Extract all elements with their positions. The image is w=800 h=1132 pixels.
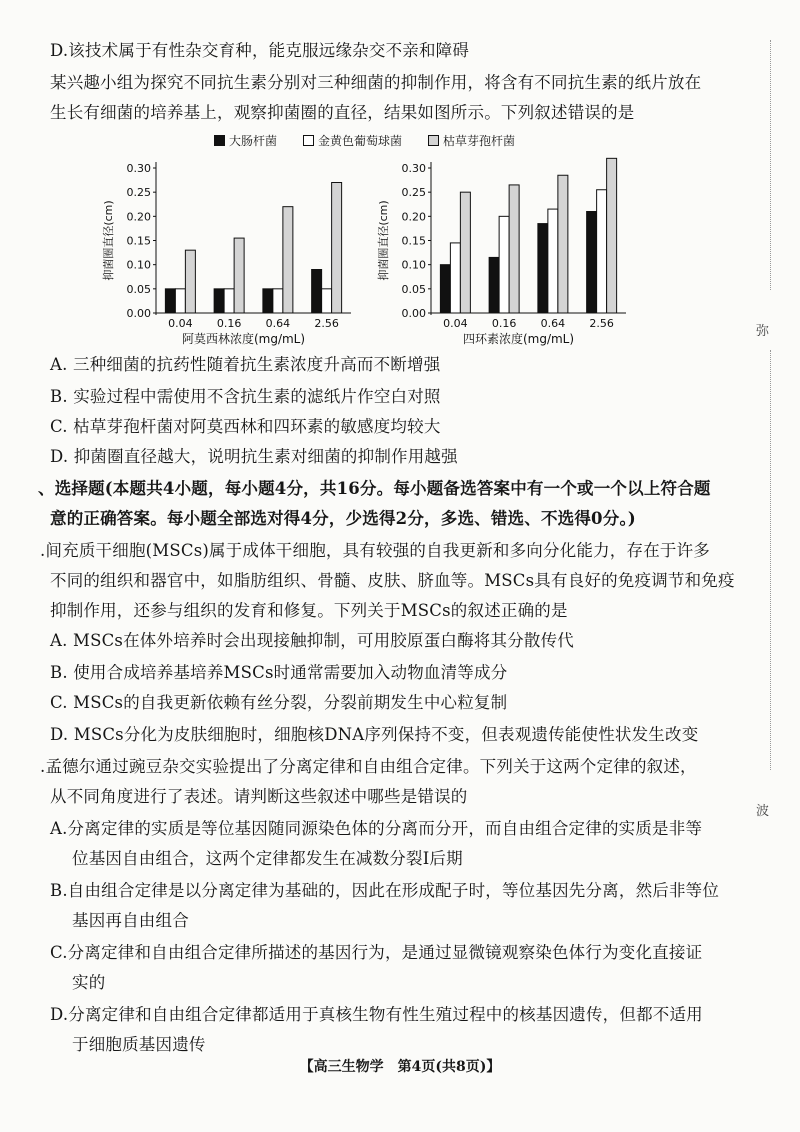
y-tick-label: 0.20 bbox=[401, 210, 426, 224]
y-tick-label: 0.25 bbox=[401, 186, 426, 200]
y-tick-label: 0.00 bbox=[126, 307, 151, 320]
bar-bsubtilis-1 bbox=[234, 238, 244, 313]
y-tick-label: 0.00 bbox=[401, 307, 426, 320]
margin-mark-2: 波 bbox=[756, 804, 770, 819]
x-tick-label: 2.56 bbox=[314, 317, 339, 330]
bar-ecoli-0 bbox=[440, 265, 450, 313]
bar-saureus-0 bbox=[450, 243, 460, 313]
q2-stem-line-2: 不同的组织和器官中，如脂肪组织、骨髓、皮肤、脐血等。MSCs具有良好的免疫调节和免疫 bbox=[50, 571, 735, 590]
bar-saureus-2 bbox=[273, 289, 283, 313]
q3-option-b-line-2: 基因再自由组合 bbox=[72, 911, 189, 930]
x-tick-label: 2.56 bbox=[589, 317, 614, 330]
binding-line-middle bbox=[770, 350, 771, 770]
question-stem-line-2: 生长有细菌的培养基上，观察抑菌圈的直径，结果如图所示。下列叙述错误的是 bbox=[50, 103, 635, 122]
bar-ecoli-1 bbox=[214, 289, 224, 313]
q2-stem-line-1: .间充质干细胞(MSCs)属于成体干细胞，具有较强的自我更新和多向分化能力，存在于许多 bbox=[40, 541, 711, 560]
y-tick-label: 0.05 bbox=[401, 282, 426, 296]
q2-option-a: A. MSCs在体外培养时会出现接触抑制，可用胶原蛋白酶将其分散传代 bbox=[50, 631, 574, 650]
binding-line-top bbox=[770, 40, 771, 290]
bar-saureus-3 bbox=[597, 190, 607, 313]
bar-ecoli-1 bbox=[489, 257, 499, 313]
q3-option-a-line-1: A.分离定律的实质是等位基因随同源染色体的分离而分开，而自由组合定律的实质是非等 bbox=[50, 819, 703, 838]
legend-swatch-bsubtilis bbox=[428, 135, 439, 146]
option-d-previous: D.该技术属于有性杂交育种，能克服远缘杂交不亲和障碍 bbox=[50, 41, 470, 60]
q1-option-b: B. 实验过程中需使用不含抗生素的滤纸片作空白对照 bbox=[50, 387, 441, 406]
q3-option-d-line-1: D.分离定律和自由组合定律都适用于真核生物有性生殖过程中的核基因遗传，但都不适用 bbox=[50, 1005, 703, 1024]
y-tick-label: 0.10 bbox=[401, 258, 426, 272]
q3-option-c-line-1: C.分离定律和自由组合定律所描述的基因行为，是通过显微镜观察染色体行为变化直接证 bbox=[50, 943, 703, 962]
y-tick-label: 0.15 bbox=[126, 234, 151, 248]
q2-option-b: B. 使用合成培养基培养MSCs时通常需要加入动物血清等成分 bbox=[50, 663, 508, 682]
bar-bsubtilis-2 bbox=[283, 207, 293, 313]
x-tick-label: 0.16 bbox=[491, 317, 517, 330]
bar-bsubtilis-3 bbox=[332, 183, 342, 314]
q3-option-d-line-2: 于细胞质基因遗传 bbox=[72, 1035, 206, 1054]
bar-bsubtilis-0 bbox=[460, 192, 470, 313]
chart-legend bbox=[214, 132, 515, 149]
bar-bsubtilis-2 bbox=[558, 175, 568, 313]
x-axis-label: 四环素浓度(mg/mL) bbox=[462, 332, 575, 346]
legend-item-bsubtilis: 枯草芽孢杆菌 bbox=[428, 132, 515, 149]
bar-saureus-0 bbox=[175, 289, 185, 313]
bar-saureus-1 bbox=[224, 289, 234, 313]
x-axis-label: 阿莫西林浓度(mg/mL) bbox=[181, 332, 306, 346]
q1-option-c: C. 枯草芽孢杆菌对阿莫西林和四环素的敏感度均较大 bbox=[50, 417, 441, 436]
legend-swatch-ecoli bbox=[214, 135, 225, 146]
x-tick-label: 0.16 bbox=[216, 317, 242, 330]
tetracycline-bar-chart bbox=[375, 148, 635, 348]
y-tick-label: 0.05 bbox=[126, 282, 151, 296]
q3-stem-line-2: 从不同角度进行了表述。请判断这些叙述中哪些是错误的 bbox=[50, 787, 468, 806]
q1-option-a: A. 三种细菌的抗药性随着抗生素浓度升高而不断增强 bbox=[50, 355, 441, 374]
bar-ecoli-2 bbox=[263, 289, 273, 313]
x-tick-label: 0.04 bbox=[443, 317, 468, 330]
x-tick-label: 0.64 bbox=[265, 317, 291, 330]
bar-ecoli-0 bbox=[165, 289, 175, 313]
y-tick-label: 0.20 bbox=[126, 210, 151, 224]
section-header-line-1: 、选择题(本题共4小题，每小题4分，共16分。每小题备选答案中有一个或一个以上符合题 bbox=[38, 479, 711, 498]
bar-bsubtilis-0 bbox=[185, 250, 195, 313]
q3-option-c-line-2: 实的 bbox=[72, 973, 106, 992]
margin-mark-1: 弥 bbox=[756, 324, 770, 339]
y-tick-label: 0.15 bbox=[401, 234, 426, 248]
bar-ecoli-2 bbox=[538, 224, 548, 313]
bar-saureus-2 bbox=[548, 209, 558, 313]
bar-ecoli-3 bbox=[312, 270, 322, 314]
q3-option-a-line-2: 位基因自由组合，这两个定律都发生在减数分裂Ⅰ后期 bbox=[72, 849, 463, 868]
bar-bsubtilis-1 bbox=[509, 185, 519, 313]
q3-option-b-line-1: B.自由组合定律是以分离定律为基础的，因此在形成配子时，等位基因先分离，然后非等位 bbox=[50, 881, 720, 900]
amoxicillin-bar-chart bbox=[100, 148, 360, 348]
x-tick-label: 0.64 bbox=[540, 317, 566, 330]
q3-stem-line-1: .孟德尔通过豌豆杂交实验提出了分离定律和自由组合定律。下列关于这两个定律的叙述， bbox=[40, 757, 697, 776]
legend-item-saureus: 金黄色葡萄球菌 bbox=[303, 132, 402, 149]
legend-item-ecoli: 大肠杆菌 bbox=[214, 132, 277, 149]
section-header-line-2: 意的正确答案。每小题全部选对得4分，少选得2分，多选、错选、不选得0分。) bbox=[50, 509, 636, 528]
page-footer: 【高三生物学 第4页(共8页)】 bbox=[299, 1059, 501, 1075]
legend-swatch-saureus bbox=[303, 135, 314, 146]
y-tick-label: 0.25 bbox=[126, 186, 151, 200]
bar-saureus-1 bbox=[499, 216, 509, 313]
q1-option-d: D. 抑菌圈直径越大，说明抗生素对细菌的抑制作用越强 bbox=[50, 447, 458, 466]
q2-option-c: C. MSCs的自我更新依赖有丝分裂，分裂前期发生中心粒复制 bbox=[50, 693, 508, 712]
question-stem-line-1: 某兴趣小组为探究不同抗生素分别对三种细菌的抑制作用，将含有不同抗生素的纸片放在 bbox=[50, 73, 702, 92]
y-axis-label: 抑菌圈直径(cm) bbox=[377, 200, 390, 281]
y-tick-label: 0.30 bbox=[401, 162, 426, 175]
bar-bsubtilis-3 bbox=[607, 158, 617, 313]
y-tick-label: 0.10 bbox=[126, 258, 151, 272]
x-tick-label: 0.04 bbox=[168, 317, 193, 330]
y-tick-label: 0.30 bbox=[126, 162, 151, 175]
q2-stem-line-3: 抑制作用，还参与组织的发育和修复。下列关于MSCs的叙述正确的是 bbox=[50, 601, 568, 620]
bar-saureus-3 bbox=[322, 289, 332, 313]
bar-ecoli-3 bbox=[587, 212, 597, 314]
y-axis-label: 抑菌圈直径(cm) bbox=[102, 200, 115, 281]
q2-option-d: D. MSCs分化为皮肤细胞时，细胞核DNA序列保持不变，但表观遗传能使性状发生改变 bbox=[50, 725, 699, 744]
